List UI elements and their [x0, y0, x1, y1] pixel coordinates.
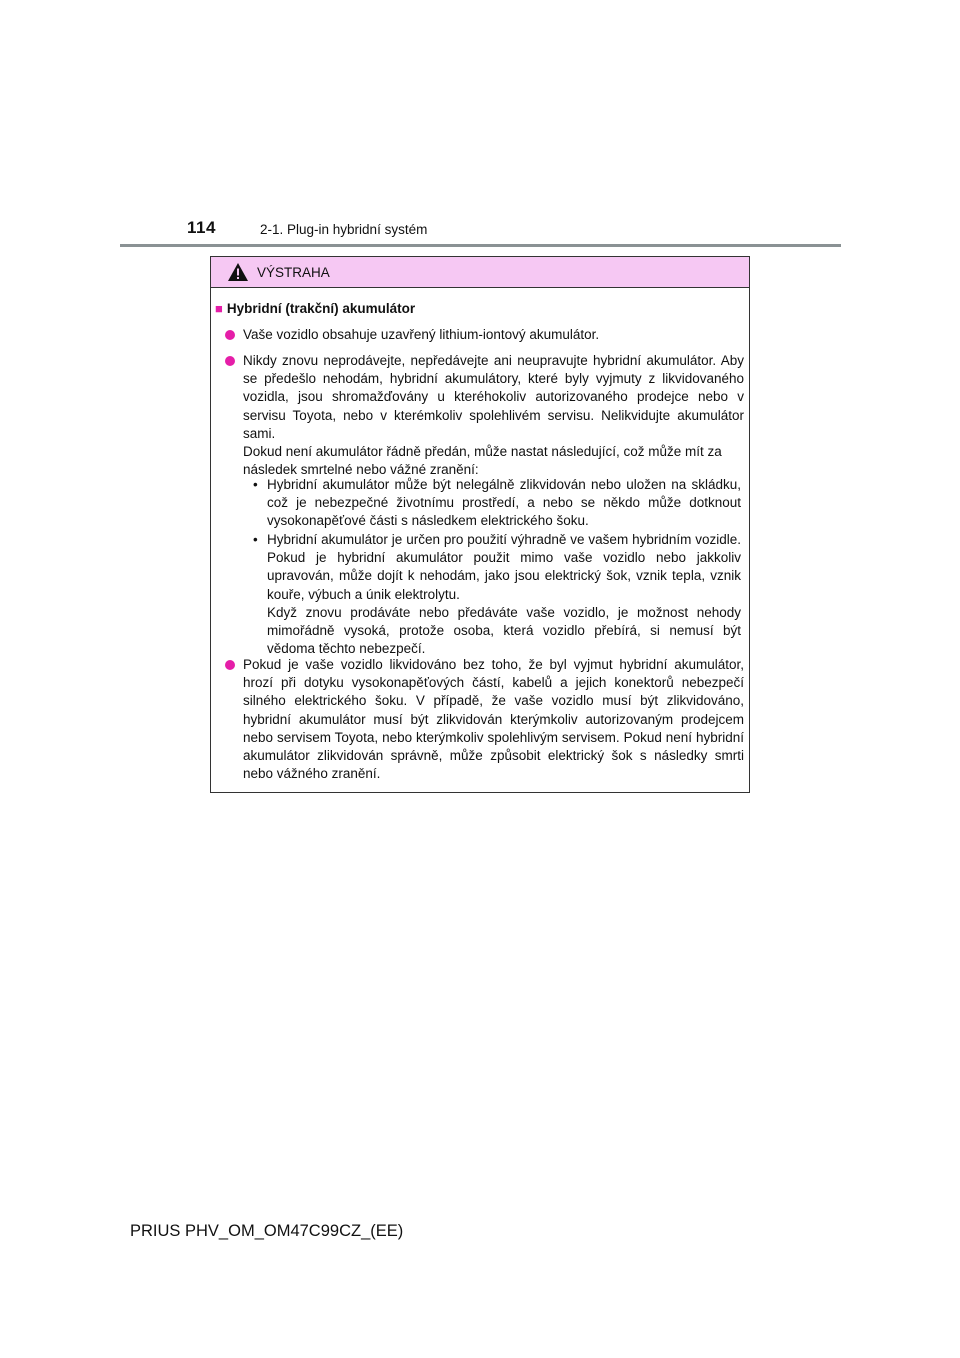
warning-item-text: Nikdy znovu neprodávejte, nepředávejte ani neupravujte hybridní akumulátor. Aby se předešlo nehodám, hybridní akumulátory, které byly vyjmuty z likvidovaného vozidla, jsou shromažďovány u kteréhokoliv autorizovaného prodejce nebo v servisu Toyota, nebo v kterémkoliv spolehlivém servisu. Nelikvidujte akumulátor sami. [243, 353, 744, 441]
bullet-dot-icon [225, 330, 235, 340]
bullet-mark: • [253, 532, 258, 547]
warning-subitem-continuation: Když znovu prodáváte nebo předáváte vaše vozidlo, je možnost nehody mimořádně vysoká, protože osoba, která vozidlo přebírá, si nemusí být vědoma těchto nebezpečí. [267, 604, 741, 657]
section-title: 2-1. Plug-in hybridní systém [260, 222, 428, 237]
warning-item-text: Vaše vozidlo obsahuje uzavřený lithium-iontový akumulátor. [243, 327, 600, 342]
warning-subheading [215, 300, 415, 318]
page-number: 114 [187, 218, 216, 237]
header-divider [120, 244, 841, 247]
warning-subitem [253, 531, 741, 658]
square-marker-icon: ■ [215, 301, 223, 316]
warning-subitem-text: Hybridní akumulátor může být nelegálně zlikvidován nebo uložen na skládku, což je nebezpečné životnímu prostředí, a nebo se někdo může dotknout vysokonapěťové části s následkem elektrického šoku. [267, 477, 741, 529]
warning-box [210, 256, 750, 793]
bullet-dot-icon [225, 356, 235, 366]
subheading-text: Hybridní (trakční) akumulátor [226, 301, 416, 316]
warning-item-text: Pokud je vaše vozidlo likvidováno bez toho, že byl vyjmut hybridní akumulátor, hrozí při dotyku vysokonapěťových částí, kabelů a jejich konektorů nebezpečí silného elektrického šoku. V případě, že vaše vozidlo musí být zlikvidováno, hybridní akumulátor musí být zlikvidován kterýmkoliv autorizovaným prodejcem nebo servisem Toyota, nebo kterýmkoliv spolehlivým servisem. Pokud není hybridní akumulátor zlikvidován správně, může způsobit elektrický šok s následky smrti nebo vážného zranění. [243, 657, 744, 782]
warning-item-continuation: Dokud není akumulátor řádně předán, může nastat následující, což může mít za následek smrtelné nebo vážné zranění: [243, 444, 722, 478]
bullet-mark: • [253, 477, 258, 492]
warning-subitem-text: Hybridní akumulátor je určen pro použití výhradně ve vašem hybridním vozidle. Pokud je hybridní akumulátor použit mimo vaše vozidlo nebo jakkoliv upravován, může dojít k nehodám, jako jsou elektrický šok, vznik tepla, vznik kouře, výbuch a únik elektrolytu. [267, 532, 741, 602]
warning-triangle-icon [227, 262, 249, 282]
warning-item [225, 352, 744, 479]
bullet-dot-icon [225, 660, 235, 670]
document-id: PRIUS PHV_OM_OM47C99CZ_(EE) [130, 1222, 404, 1240]
warning-header [211, 257, 749, 288]
warning-item [225, 656, 744, 783]
warning-title: VÝSTRAHA [257, 265, 330, 280]
warning-subitem [253, 476, 741, 531]
warning-item [225, 326, 744, 344]
